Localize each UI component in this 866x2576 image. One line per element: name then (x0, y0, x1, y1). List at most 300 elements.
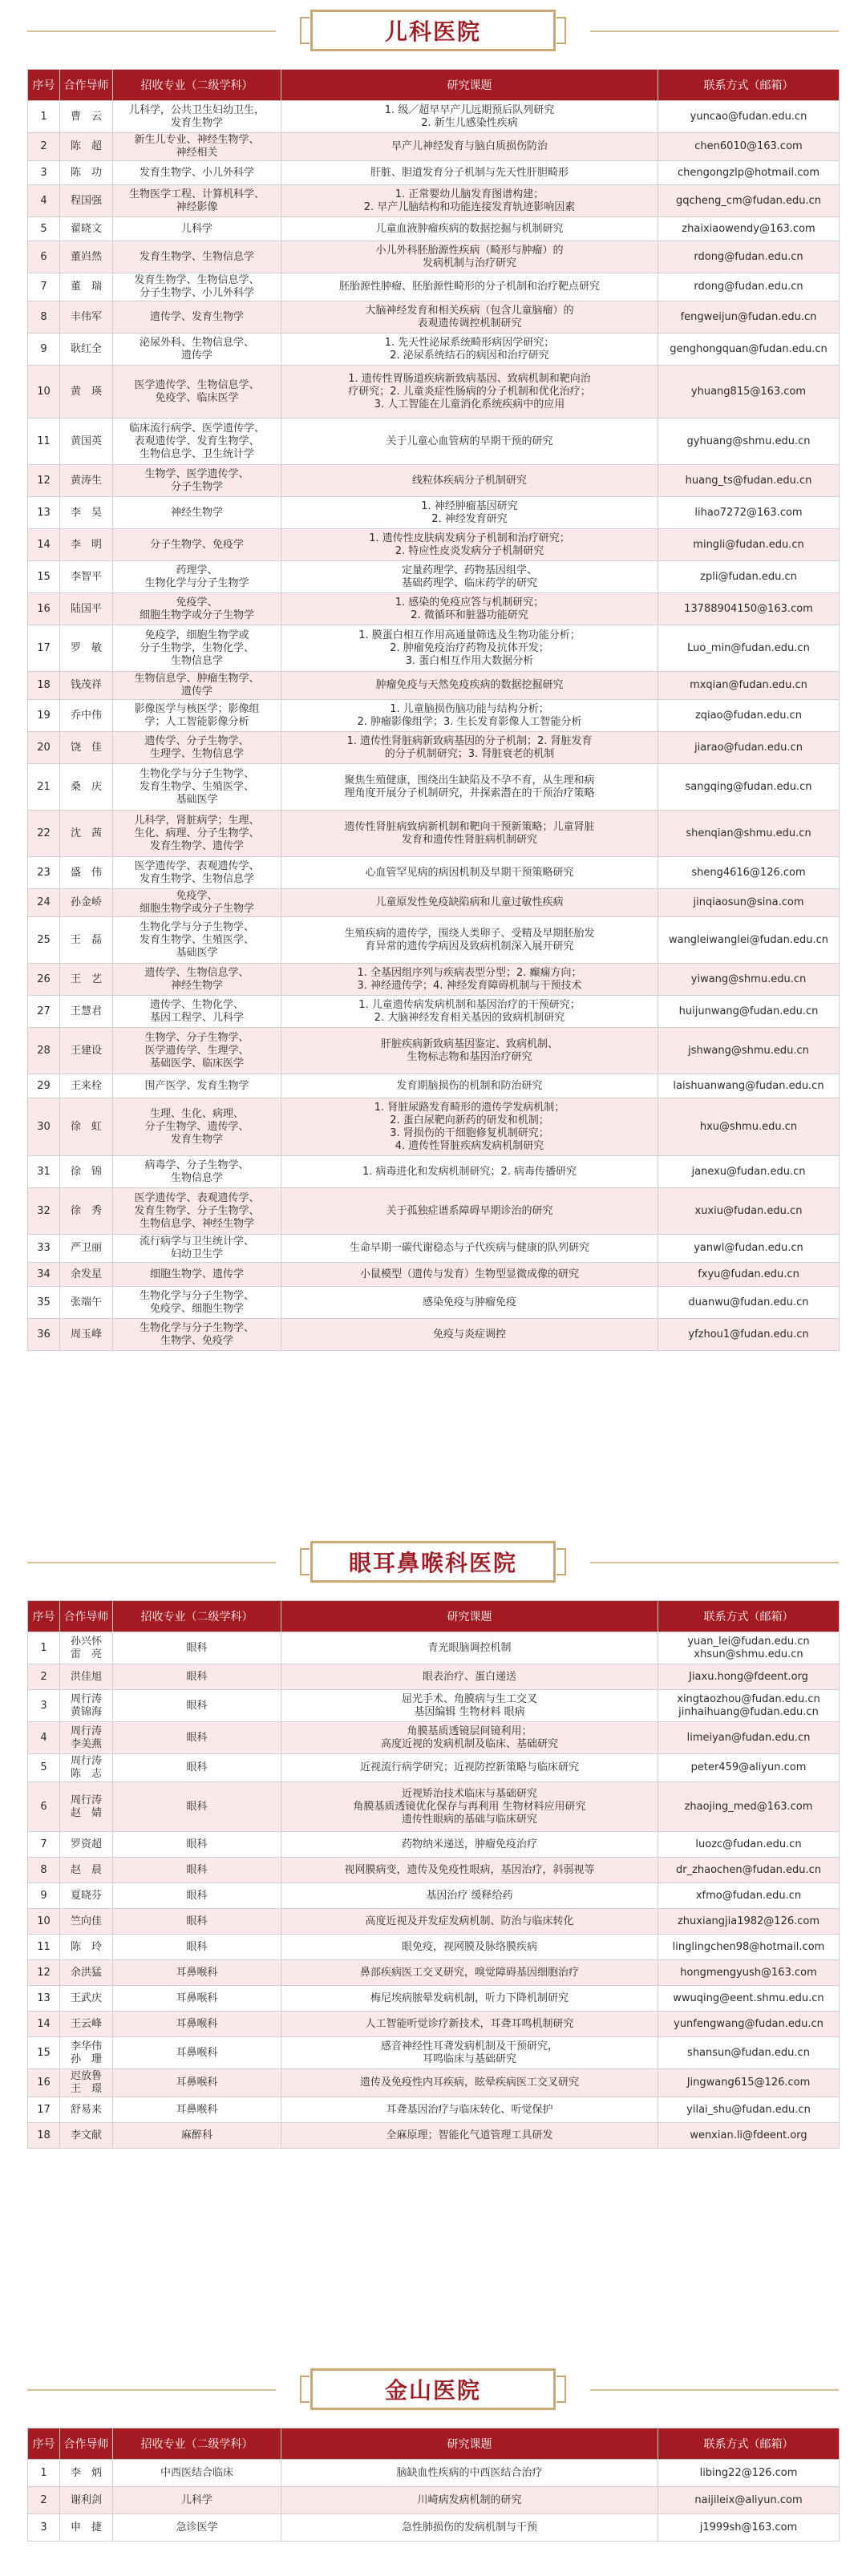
contact-email: libing22@126.com (658, 2460, 840, 2487)
row-index: 17 (28, 625, 60, 672)
major-field: 药理学、 生物化学与分子生物学 (113, 561, 281, 593)
research-topic: 1. 遗传性皮肤病发病分子机制和治疗研究； 2. 特应性皮炎发病分子机制研究 (281, 529, 658, 561)
table-row (28, 1909, 840, 1935)
supervisor-name: 沈 茜 (60, 811, 113, 857)
supervisor-name: 盛 伟 (60, 857, 113, 889)
research-topic: 角膜基质透镜层间镜利用； 高度近视的发病机制及临床、基础研究 (281, 1722, 658, 1754)
supervisor-name: 董岿然 (60, 241, 113, 273)
table-row (28, 964, 840, 996)
supervisor-name: 李 明 (60, 529, 113, 561)
research-topic: 1. 儿童遗传病发病机制和基因治疗的干预研究； 2. 大脑神经发育相关基因的致病机制研究 (281, 996, 658, 1028)
table-row (28, 2460, 840, 2487)
row-index: 13 (28, 1986, 60, 2012)
header-index: 序号 (28, 1601, 60, 1632)
research-topic: 生殖疾病的遗传学，围绕人类卵子、受精及早期胚胎发 育异常的遗传学病因及致病机制深入展开研究 (281, 917, 658, 964)
supervisor-name: 李华伟 孙 珊 (60, 2037, 113, 2069)
table-row (28, 366, 840, 419)
supervisor-name: 周行涛 李美燕 (60, 1722, 113, 1754)
contact-email: zhuxiangjia1982@126.com (658, 1909, 840, 1935)
supervisor-name: 洪佳旭 (60, 1664, 113, 1690)
research-topic: 高度近视及并发症发病机制、防治与临床转化 (281, 1909, 658, 1935)
major-field: 眼科 (113, 1664, 281, 1690)
major-field: 泌尿外科、生物信息学、 遗传学 (113, 334, 281, 366)
supervisor-name: 钱茂祥 (60, 672, 113, 700)
supervisor-name: 翟晓文 (60, 217, 113, 241)
contact-email: xuxiu@fudan.edu.cn (658, 1188, 840, 1235)
supervisor-name: 罗资超 (60, 1832, 113, 1858)
supervisor-name: 周行涛 黄锦海 (60, 1690, 113, 1722)
major-field: 新生儿专业、神经生物学、 神经相关 (113, 133, 281, 161)
major-field: 生物化学与分子生物学、 生物学、免疫学 (113, 1319, 281, 1351)
research-topic: 感音神经性耳聋发病机制及干预研究， 耳鸣临床与基础研究 (281, 2037, 658, 2069)
table-row (28, 497, 840, 529)
research-topic: 肿瘤免疫与天然免疫疾病的数据挖掘研究 (281, 672, 658, 700)
table-row (28, 593, 840, 625)
table-row (28, 2012, 840, 2037)
row-index: 5 (28, 217, 60, 241)
contact-email: jshwang@shmu.edu.cn (658, 1028, 840, 1074)
major-field: 医学遗传学、表观遗传学、 发育生物学、生物信息学 (113, 857, 281, 889)
contact-email: laishuanwang@fudan.edu.cn (658, 1074, 840, 1098)
header-email: 联系方式（邮箱） (658, 70, 840, 101)
row-index: 34 (28, 1263, 60, 1287)
contact-email: yiwang@shmu.edu.cn (658, 964, 840, 996)
research-topic: 小儿外科胚胎源性疾病（畸形与肿瘤）的 发病机制与治疗研究 (281, 241, 658, 273)
major-field: 眼科 (113, 1909, 281, 1935)
major-field: 发育生物学、小儿外科学 (113, 161, 281, 185)
contact-email: dr_zhaochen@fudan.edu.cn (658, 1858, 840, 1883)
supervisor-name: 余发星 (60, 1263, 113, 1287)
major-field: 生物学、分子生物学、 医学遗传学、生理学、 基础医学、临床医学 (113, 1028, 281, 1074)
row-index: 7 (28, 1832, 60, 1858)
contact-email: wangleiwanglei@fudan.edu.cn (658, 917, 840, 964)
section-title: 眼耳鼻喉科医院 (348, 1550, 517, 1576)
research-topic: 1. 遗传性胃肠道疾病新致病基因、致病机制和靶向治 疗研究；2. 儿童炎症性肠病的分子机制和优化治疗； 3. 人工智能在儿童消化系统疾病中的应用 (281, 366, 658, 419)
major-field: 眼科 (113, 1754, 281, 1782)
research-topic: 早产儿神经发育与脑白质损伤防治 (281, 133, 658, 161)
major-field: 耳鼻喉科 (113, 1986, 281, 2012)
row-index: 1 (28, 101, 60, 133)
contact-email: yunfengwang@fudan.edu.cn (658, 2012, 840, 2037)
supervisor-name: 李 炳 (60, 2460, 113, 2487)
major-field: 免疫学，细胞生物学或 分子生物学，生物化学、 生物信息学 (113, 625, 281, 672)
table-row (28, 1832, 840, 1858)
header-topic: 研究课题 (281, 70, 658, 101)
header-supervisor: 合作导师 (60, 70, 113, 101)
supervisor-name: 严卫丽 (60, 1235, 113, 1263)
major-field: 儿科学 (113, 217, 281, 241)
table-row (28, 1664, 840, 1690)
supervisor-name: 程国强 (60, 185, 113, 217)
row-index: 6 (28, 241, 60, 273)
contact-email: gqcheng_cm@fudan.edu.cn (658, 185, 840, 217)
major-field: 急诊医学 (113, 2514, 281, 2542)
research-topic: 免疫与炎症调控 (281, 1319, 658, 1351)
row-index: 14 (28, 529, 60, 561)
table-header (28, 2428, 840, 2460)
supervisor-name: 王慧君 (60, 996, 113, 1028)
major-field: 分子生物学、免疫学 (113, 529, 281, 561)
major-field: 免疫学、 细胞生物学或分子生物学 (113, 593, 281, 625)
section-jinshan (27, 2365, 839, 2542)
contact-email: fxyu@fudan.edu.cn (658, 1263, 840, 1287)
contact-email: zpli@fudan.edu.cn (658, 561, 840, 593)
research-topic: 感染免疫与肿瘤免疫 (281, 1287, 658, 1319)
table-row (28, 1722, 840, 1754)
contact-email: lihao7272@163.com (658, 497, 840, 529)
supervisor-name: 李 昊 (60, 497, 113, 529)
table-row (28, 1156, 840, 1188)
row-index: 6 (28, 1782, 60, 1832)
major-field: 眼科 (113, 1722, 281, 1754)
contact-email: yilai_shu@fudan.edu.cn (658, 2097, 840, 2123)
row-index: 1 (28, 1632, 60, 1664)
research-topic: 聚焦生殖健康，围绕出生缺陷及不孕不育，从生理和病 理角度开展分子机制研究，并探索潜在的干预治疗策略 (281, 764, 658, 811)
contact-email: fengweijun@fudan.edu.cn (658, 301, 840, 334)
contact-email: gyhuang@shmu.edu.cn (658, 419, 840, 465)
supervisor-name: 曹 云 (60, 101, 113, 133)
header-major: 招收专业（二级学科） (113, 70, 281, 101)
row-index: 18 (28, 2123, 60, 2149)
contact-email: huijunwang@fudan.edu.cn (658, 996, 840, 1028)
row-index: 29 (28, 1074, 60, 1098)
row-index: 2 (28, 2487, 60, 2514)
table-row (28, 1960, 840, 1986)
section-banner (27, 1538, 839, 1586)
table-row (28, 1754, 840, 1782)
row-index: 5 (28, 1754, 60, 1782)
major-field: 耳鼻喉科 (113, 2069, 281, 2097)
major-field: 眼科 (113, 1832, 281, 1858)
contact-email: linglingchen98@hotmail.com (658, 1935, 840, 1960)
contact-email: Luo_min@fudan.edu.cn (658, 625, 840, 672)
row-index: 19 (28, 700, 60, 732)
research-topic: 脑缺血性疾病的中西医结合治疗 (281, 2460, 658, 2487)
contact-email: hongmengyush@163.com (658, 1960, 840, 1986)
table-row (28, 1858, 840, 1883)
contact-email: sangqing@fudan.edu.cn (658, 764, 840, 811)
major-field: 病毒学、分子生物学、 生物信息学 (113, 1156, 281, 1188)
contact-email: wwuqing@eent.shmu.edu.cn (658, 1986, 840, 2012)
row-index: 18 (28, 672, 60, 700)
table-row (28, 1935, 840, 1960)
row-index: 8 (28, 301, 60, 334)
research-topic: 1. 病毒进化和发病机制研究；2. 病毒传播研究 (281, 1156, 658, 1188)
row-index: 17 (28, 2097, 60, 2123)
contact-email: yuncao@fudan.edu.cn (658, 101, 840, 133)
row-index: 3 (28, 2514, 60, 2542)
contact-email: rdong@fudan.edu.cn (658, 273, 840, 301)
research-topic: 鼻部疾病医工交叉研究，嗅觉障碍基因细胞治疗 (281, 1960, 658, 1986)
contact-email: yuan_lei@fudan.edu.cn xhsun@shmu.edu.cn (658, 1632, 840, 1664)
research-topic: 1. 级／超早早产儿远期预后队列研究 2. 新生儿感染性疾病 (281, 101, 658, 133)
research-topic: 1. 感染的免疫应答与机制研究； 2. 微循环和脏器功能研究 (281, 593, 658, 625)
major-field: 生物信息学、肿瘤生物学、 遗传学 (113, 672, 281, 700)
major-field: 免疫学、 细胞生物学或分子生物学 (113, 889, 281, 917)
research-topic: 急性肺损伤的发病机制与干预 (281, 2514, 658, 2542)
row-index: 35 (28, 1287, 60, 1319)
research-topic: 人工智能听觉诊疗新技术，耳聋耳鸣机制研究 (281, 2012, 658, 2037)
major-field: 医学遗传学、表观遗传学、 发育生物学、分子生物学、 生物信息学、神经生物学 (113, 1188, 281, 1235)
row-index: 4 (28, 1722, 60, 1754)
table-row (28, 2514, 840, 2542)
row-index: 15 (28, 561, 60, 593)
supervisor-name: 王武庆 (60, 1986, 113, 2012)
contact-email: jiarao@fudan.edu.cn (658, 732, 840, 764)
table-row (28, 2487, 840, 2514)
contact-email: xfmo@fudan.edu.cn (658, 1883, 840, 1909)
row-index: 13 (28, 497, 60, 529)
major-field: 流行病学与卫生统计学、 妇幼卫生学 (113, 1235, 281, 1263)
row-index: 14 (28, 2012, 60, 2037)
supervisor-name: 王 艺 (60, 964, 113, 996)
row-index: 12 (28, 1960, 60, 1986)
supervisor-name: 谢利剑 (60, 2487, 113, 2514)
header-major: 招收专业（二级学科） (113, 1601, 281, 1632)
major-field: 影像医学与核医学；影像组 学；人工智能影像分析 (113, 700, 281, 732)
row-index: 3 (28, 161, 60, 185)
research-topic: 小鼠模型（遗传与发育）生物型显微成像的研究 (281, 1263, 658, 1287)
table-row (28, 2037, 840, 2069)
table-row (28, 1632, 840, 1664)
research-topic: 梅尼埃病脓晕发病机制，听力下降机制研究 (281, 1986, 658, 2012)
major-field: 耳鼻喉科 (113, 2012, 281, 2037)
row-index: 31 (28, 1156, 60, 1188)
row-index: 4 (28, 185, 60, 217)
contact-email: Jingwang615@126.com (658, 2069, 840, 2097)
table-row (28, 811, 840, 857)
table-row (28, 2097, 840, 2123)
row-index: 16 (28, 593, 60, 625)
research-topic: 心血管罕见病的病因机制及早期干预策略研究 (281, 857, 658, 889)
table-row (28, 1883, 840, 1909)
row-index: 7 (28, 273, 60, 301)
supervisor-name: 夏晓芬 (60, 1883, 113, 1909)
table-row (28, 419, 840, 465)
supervisor-name: 王来栓 (60, 1074, 113, 1098)
supervisor-name: 桑 庆 (60, 764, 113, 811)
research-topic: 遗传性肾脏病致病新机制和靶向干预新策略；儿童肾脏 发育和遗传性肾脏病机制研究 (281, 811, 658, 857)
contact-email: chen6010@163.com (658, 133, 840, 161)
contact-email: genghongquan@fudan.edu.cn (658, 334, 840, 366)
research-topic: 线粒体疾病分子机制研究 (281, 465, 658, 497)
header-supervisor: 合作导师 (60, 1601, 113, 1632)
supervisor-name: 陈 功 (60, 161, 113, 185)
major-field: 眼科 (113, 1782, 281, 1832)
major-field: 耳鼻喉科 (113, 2037, 281, 2069)
research-topic: 屈光手术、角膜病与生工交叉 基因编辑 生物材料 眼病 (281, 1690, 658, 1722)
table-row (28, 732, 840, 764)
contact-email: xingtaozhou@fudan.edu.cn jinhaihuang@fudan.edu.cn (658, 1690, 840, 1722)
contact-email: zqiao@fudan.edu.cn (658, 700, 840, 732)
contact-email: Jiaxu.hong@fdeent.org (658, 1664, 840, 1690)
row-index: 24 (28, 889, 60, 917)
major-field: 麻醉科 (113, 2123, 281, 2149)
table-row (28, 1028, 840, 1074)
header-email: 联系方式（邮箱） (658, 2428, 840, 2460)
research-topic: 大脑神经发育和相关疾病（包含儿童脑瘤）的 表观遗传调控机制研究 (281, 301, 658, 334)
supervisor-name: 王建设 (60, 1028, 113, 1074)
research-topic: 眼表治疗、蛋白递送 (281, 1664, 658, 1690)
major-field: 生物医学工程、计算机科学、 神经影像 (113, 185, 281, 217)
supervisor-name: 董 瑞 (60, 273, 113, 301)
contact-email: peter459@aliyun.com (658, 1754, 840, 1782)
research-topic: 1. 儿童脑损伤脑功能与结构分析； 2. 肿瘤影像组学；3. 生长发育影像人工智能分析 (281, 700, 658, 732)
supervisor-name: 张端午 (60, 1287, 113, 1319)
research-topic: 近视流行病学研究；近视防控新策略与临床研究 (281, 1754, 658, 1782)
row-index: 36 (28, 1319, 60, 1351)
row-index: 20 (28, 732, 60, 764)
row-index: 2 (28, 1664, 60, 1690)
research-topic: 川崎病发病机制的研究 (281, 2487, 658, 2514)
research-topic: 儿童原发性免疫缺陷病和儿童过敏性疾病 (281, 889, 658, 917)
major-field: 细胞生物学、遗传学 (113, 1263, 281, 1287)
research-topic: 基因治疗 缓释给药 (281, 1883, 658, 1909)
table-row (28, 334, 840, 366)
research-topic: 关于孤独症谱系障碍早期诊治的研究 (281, 1188, 658, 1235)
table-row (28, 465, 840, 497)
supervisor-name: 徐 锦 (60, 1156, 113, 1188)
supervisor-name: 孙金峤 (60, 889, 113, 917)
supervisor-name: 申 捷 (60, 2514, 113, 2542)
supervisor-name: 李文献 (60, 2123, 113, 2149)
contact-email: luozc@fudan.edu.cn (658, 1832, 840, 1858)
row-index: 9 (28, 1883, 60, 1909)
major-field: 儿科学，肾脏病学；生理、 生化、病理、分子生物学、 发育生物学、遗传学 (113, 811, 281, 857)
row-index: 10 (28, 366, 60, 419)
supervisor-name: 周行涛 陈 志 (60, 1754, 113, 1782)
contact-email: yhuang815@163.com (658, 366, 840, 419)
major-field: 遗传学、发育生物学 (113, 301, 281, 334)
major-field: 生物化学与分子生物学、 发育生物学、生殖医学、 基础医学 (113, 917, 281, 964)
row-index: 15 (28, 2037, 60, 2069)
contact-email: yanwl@fudan.edu.cn (658, 1235, 840, 1263)
contact-email: shenqian@shmu.edu.cn (658, 811, 840, 857)
table-row (28, 217, 840, 241)
research-topic: 药物纳米递送，肿瘤免疫治疗 (281, 1832, 658, 1858)
major-field: 眼科 (113, 1883, 281, 1909)
table-row (28, 1782, 840, 1832)
research-topic: 生命早期一碳代谢稳态与子代疾病与健康的队列研究 (281, 1235, 658, 1263)
research-topic: 发育期脑损伤的机制和防治研究 (281, 1074, 658, 1098)
research-topic: 1. 正常婴幼儿脑发育图谱构建； 2. 早产儿脑结构和功能连接发育轨迹影响因素 (281, 185, 658, 217)
table-row (28, 2123, 840, 2149)
contact-email: mingli@fudan.edu.cn (658, 529, 840, 561)
table-row (28, 857, 840, 889)
contact-email: zhaixiaowendy@163.com (658, 217, 840, 241)
research-topic: 全麻原理；智能化气道管理工具研发 (281, 2123, 658, 2149)
table-row (28, 1235, 840, 1263)
header-index: 序号 (28, 70, 60, 101)
major-field: 生物学、医学遗传学、 分子生物学 (113, 465, 281, 497)
row-index: 26 (28, 964, 60, 996)
row-index: 27 (28, 996, 60, 1028)
research-topic: 儿童血液肿瘤疾病的数据挖掘与机制研究 (281, 217, 658, 241)
supervisor-name: 耿红全 (60, 334, 113, 366)
row-index: 8 (28, 1858, 60, 1883)
supervisor-name: 迟放鲁 王 璟 (60, 2069, 113, 2097)
major-field: 遗传学、分子生物学、 生理学、生物信息学 (113, 732, 281, 764)
table-row (28, 1263, 840, 1287)
research-topic: 肝脏疾病新致病基因鉴定、致病机制、 生物标志物和基因治疗研究 (281, 1028, 658, 1074)
supervisor-name: 黄涛生 (60, 465, 113, 497)
table-row (28, 889, 840, 917)
table-row (28, 1098, 840, 1156)
table-row (28, 1188, 840, 1235)
header-email: 联系方式（邮箱） (658, 1601, 840, 1632)
row-index: 9 (28, 334, 60, 366)
supervisor-name: 周玉峰 (60, 1319, 113, 1351)
major-field: 耳鼻喉科 (113, 1960, 281, 1986)
row-index: 33 (28, 1235, 60, 1263)
major-field: 生理、生化、病理、 分子生物学、遗传学、 发育生物学 (113, 1098, 281, 1156)
major-field: 临床流行病学、医学遗传学、 表观遗传学、发育生物学、 生物信息学、卫生统计学 (113, 419, 281, 465)
research-topic: 遗传及免疫性内耳疾病，眩晕疾病医工交叉研究 (281, 2069, 658, 2097)
table-row (28, 101, 840, 133)
contact-email: limeiyan@fudan.edu.cn (658, 1722, 840, 1754)
row-index: 16 (28, 2069, 60, 2097)
research-topic: 1. 遗传性肾脏病新致病基因的分子机制；2. 肾脏发育 的分子机制研究；3. 肾脏衰老的机制 (281, 732, 658, 764)
major-field: 中西医结合临床 (113, 2460, 281, 2487)
table-header (28, 1601, 840, 1632)
row-index: 22 (28, 811, 60, 857)
supervisor-name: 孙兴怀 雷 亮 (60, 1632, 113, 1664)
supervisor-name: 丰伟军 (60, 301, 113, 334)
table-row (28, 1690, 840, 1722)
row-index: 21 (28, 764, 60, 811)
table-row (28, 529, 840, 561)
major-field: 生物化学与分子生物学、 免疫学、细胞生物学 (113, 1287, 281, 1319)
row-index: 11 (28, 1935, 60, 1960)
contact-email: janexu@fudan.edu.cn (658, 1156, 840, 1188)
contact-email: sheng4616@126.com (658, 857, 840, 889)
major-field: 遗传学、生物信息学、 神经生物学 (113, 964, 281, 996)
table-row (28, 1319, 840, 1351)
supervisor-name: 陈 玲 (60, 1935, 113, 1960)
row-index: 3 (28, 1690, 60, 1722)
research-topic: 耳聋基因治疗与临床转化、听觉保护 (281, 2097, 658, 2123)
supervisor-name: 王云峰 (60, 2012, 113, 2037)
table-row (28, 996, 840, 1028)
contact-email: jinqiaosun@sina.com (658, 889, 840, 917)
table-row (28, 700, 840, 732)
section-eent (27, 1538, 839, 2149)
research-topic: 1. 神经肿瘤基因研究 2. 神经发育研究 (281, 497, 658, 529)
research-topic: 定量药理学、药物基因组学、 基础药理学、临床药学的研究 (281, 561, 658, 593)
table-row (28, 273, 840, 301)
table-row (28, 1986, 840, 2012)
row-index: 28 (28, 1028, 60, 1074)
major-field: 眼科 (113, 1858, 281, 1883)
major-field: 生物化学与分子生物学、 发育生物学、生殖医学、 基础医学 (113, 764, 281, 811)
major-field: 耳鼻喉科 (113, 2097, 281, 2123)
major-field: 遗传学、生物化学、 基因工程学、儿科学 (113, 996, 281, 1028)
major-field: 儿科学 (113, 2487, 281, 2514)
contact-email: chengongzlp@hotmail.com (658, 161, 840, 185)
supervisor-name: 竺向佳 (60, 1909, 113, 1935)
major-field: 医学遗传学、生物信息学、 免疫学、临床医学 (113, 366, 281, 419)
supervisor-name: 舒易来 (60, 2097, 113, 2123)
table-row (28, 764, 840, 811)
row-index: 12 (28, 465, 60, 497)
contact-email: hxu@shmu.edu.cn (658, 1098, 840, 1156)
table-row (28, 241, 840, 273)
supervisor-name: 赵 晨 (60, 1858, 113, 1883)
major-field: 发育生物学、生物信息学、 分子生物学、小儿外科学 (113, 273, 281, 301)
header-supervisor: 合作导师 (60, 2428, 113, 2460)
row-index: 25 (28, 917, 60, 964)
major-field: 神经生物学 (113, 497, 281, 529)
